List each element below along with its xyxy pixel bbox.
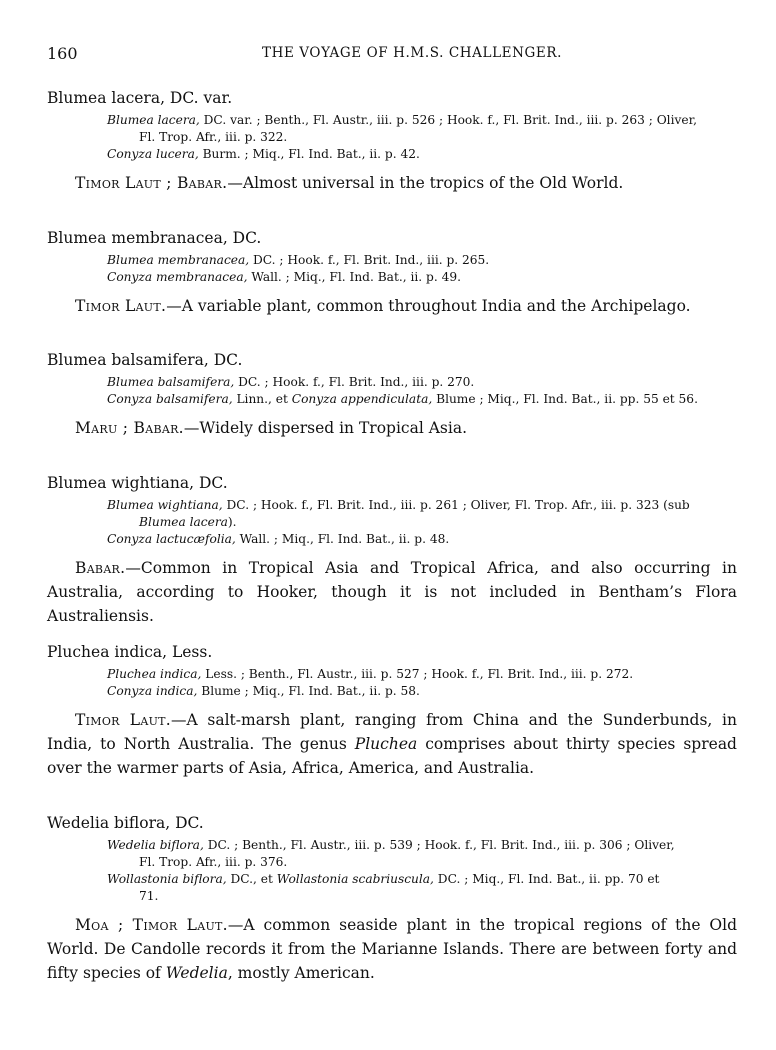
- reference-line: [107, 871, 737, 905]
- localities: Moa ; Timor Laut.: [75, 916, 228, 934]
- reference-text: Linn., et: [232, 392, 292, 406]
- note-text: —Common in Tropical Asia and Tropical Africa, and also occurring in Australia, according to Hooker, though it is not included in Bentham’s Flora Australiensis.: [47, 559, 737, 625]
- taxon-name: Wollastonia biflora,: [107, 872, 227, 886]
- localities: Timor Laut.: [75, 297, 167, 315]
- species-heading: Wedelia biflora, DC.: [47, 814, 204, 832]
- genus-name: Pluchea: [354, 735, 418, 753]
- localities: Timor Laut.: [75, 711, 172, 729]
- taxon-name: Conyza lactucæfolia,: [107, 532, 236, 546]
- reference-line: [107, 837, 737, 871]
- reference-text: DC. ; Benth., Fl. Austr., iii. p. 539 ; Hook. f., Fl. Brit. Ind., iii. p. 306 ; Oliver,: [203, 838, 675, 852]
- taxon-name: Conyza membranacea,: [107, 270, 248, 284]
- synonym-references: [107, 837, 737, 905]
- taxon-name: Blumea membranacea,: [107, 253, 250, 267]
- reference-text: DC. ; Hook. f., Fl. Brit. Ind., iii. p. 265.: [249, 253, 490, 267]
- distribution-note: [47, 556, 737, 628]
- reference-text: DC. ; Hook. f., Fl. Brit. Ind., iii. p. 261 ; Oliver, Fl. Trop. Afr., iii. p. 323 (sub: [222, 498, 690, 512]
- page-number: 160: [47, 44, 78, 63]
- reference-continuation: Fl. Trop. Afr., iii. p. 376.: [139, 855, 288, 869]
- distribution-note: [47, 294, 737, 318]
- taxon-name: Blumea lacera,: [107, 113, 200, 127]
- species-entry: [47, 813, 737, 985]
- synonym-references: [107, 666, 737, 700]
- reference-line: [107, 391, 737, 408]
- note-text: comprises about thirty species spread over the warmer parts of Asia, Africa, America, and Australia.: [47, 735, 737, 777]
- reference-line: [107, 252, 737, 269]
- distribution-note: [47, 708, 737, 780]
- distribution-note: [47, 416, 737, 440]
- reference-text: Wall. ; Miq., Fl. Ind. Bat., ii. p. 49.: [247, 270, 461, 284]
- reference-line: [107, 531, 737, 548]
- taxon-name: Blumea wightiana,: [107, 498, 223, 512]
- running-title: THE VOYAGE OF H.M.S. CHALLENGER.: [261, 45, 563, 61]
- reference-line: [107, 269, 737, 286]
- species-heading: Blumea wightiana, DC.: [47, 474, 228, 492]
- reference-text: DC., et: [226, 872, 277, 886]
- note-text: —Almost universal in the tropics of the Old World.: [227, 174, 624, 192]
- species-heading: Blumea membranacea, DC.: [47, 229, 262, 247]
- species-entry: [47, 228, 737, 318]
- taxon-name: Pluchea indica,: [107, 667, 202, 681]
- species-heading: Blumea lacera, DC. var.: [47, 89, 233, 107]
- reference-continuation: 71.: [139, 889, 159, 903]
- taxon-name: Conyza indica,: [107, 684, 198, 698]
- species-entry: [47, 642, 737, 780]
- distribution-note: [47, 171, 737, 195]
- species-entry: [47, 473, 737, 628]
- taxon-name: Conyza balsamifera,: [107, 392, 233, 406]
- reference-text: Less. ; Benth., Fl. Austr., iii. p. 527 ; Hook. f., Fl. Brit. Ind., iii. p. 272.: [201, 667, 634, 681]
- taxon-name: Blumea balsamifera,: [107, 375, 235, 389]
- synonym-references: [107, 112, 737, 163]
- reference-line: [107, 374, 737, 391]
- species-heading: Blumea balsamifera, DC.: [47, 351, 243, 369]
- distribution-note: [47, 913, 737, 985]
- reference-line: [107, 683, 737, 700]
- reference-text: ).: [227, 515, 237, 529]
- reference-text: Burm. ; Miq., Fl. Ind. Bat., ii. p. 42.: [198, 147, 420, 161]
- reference-text: Wall. ; Miq., Fl. Ind. Bat., ii. p. 48.: [235, 532, 450, 546]
- genus-name: Wedelia: [165, 964, 228, 982]
- taxon-name: Conyza lucera,: [107, 147, 199, 161]
- reference-line: [107, 112, 737, 146]
- synonym-references: [107, 374, 737, 408]
- page-header: [47, 44, 737, 68]
- reference-line: [107, 146, 737, 163]
- reference-line: [107, 666, 737, 683]
- species-entry: [47, 350, 737, 440]
- localities: Timor Laut ; Babar.: [75, 174, 228, 192]
- reference-text: DC. var. ; Benth., Fl. Austr., iii. p. 526 ; Hook. f., Fl. Brit. Ind., iii. p. 263 ; Oliver,: [199, 113, 697, 127]
- note-text: —A variable plant, common throughout India and the Archipelago.: [166, 297, 691, 315]
- reference-text: DC. ; Miq., Fl. Ind. Bat., ii. pp. 70 et: [433, 872, 660, 886]
- note-text: —A salt-marsh plant, ranging from China and the Sunderbunds, in India, to North Australia. The genus: [47, 711, 737, 753]
- reference-text: Blume ; Miq., Fl. Ind. Bat., ii. p. 58.: [197, 684, 420, 698]
- taxon-name: Conyza appendiculata,: [291, 392, 433, 406]
- note-text: —A common seaside plant in the tropical regions of the Old World. De Candolle records it from the Marianne Islands. There are between forty and fifty species of: [47, 916, 737, 982]
- reference-line: [107, 497, 737, 531]
- species-heading: Pluchea indica, Less.: [47, 643, 213, 661]
- localities: Babar.: [75, 559, 126, 577]
- reference-continuation: [107, 514, 737, 531]
- reference-text: DC. ; Hook. f., Fl. Brit. Ind., iii. p. 270.: [234, 375, 475, 389]
- taxon-name: Wollastonia scabriuscula,: [276, 872, 434, 886]
- reference-continuation: Fl. Trop. Afr., iii. p. 322.: [139, 130, 288, 144]
- note-text: —Widely dispersed in Tropical Asia.: [183, 419, 467, 437]
- synonym-references: [107, 252, 737, 286]
- localities: Maru ; Babar.: [75, 419, 184, 437]
- taxon-name: Wedelia biflora,: [107, 838, 204, 852]
- taxon-name: Blumea lacera: [139, 515, 228, 529]
- synonym-references: [107, 497, 737, 548]
- species-entry: [47, 88, 737, 195]
- note-text: , mostly American.: [227, 964, 375, 982]
- reference-text: Blume ; Miq., Fl. Ind. Bat., ii. pp. 55 et 56.: [432, 392, 698, 406]
